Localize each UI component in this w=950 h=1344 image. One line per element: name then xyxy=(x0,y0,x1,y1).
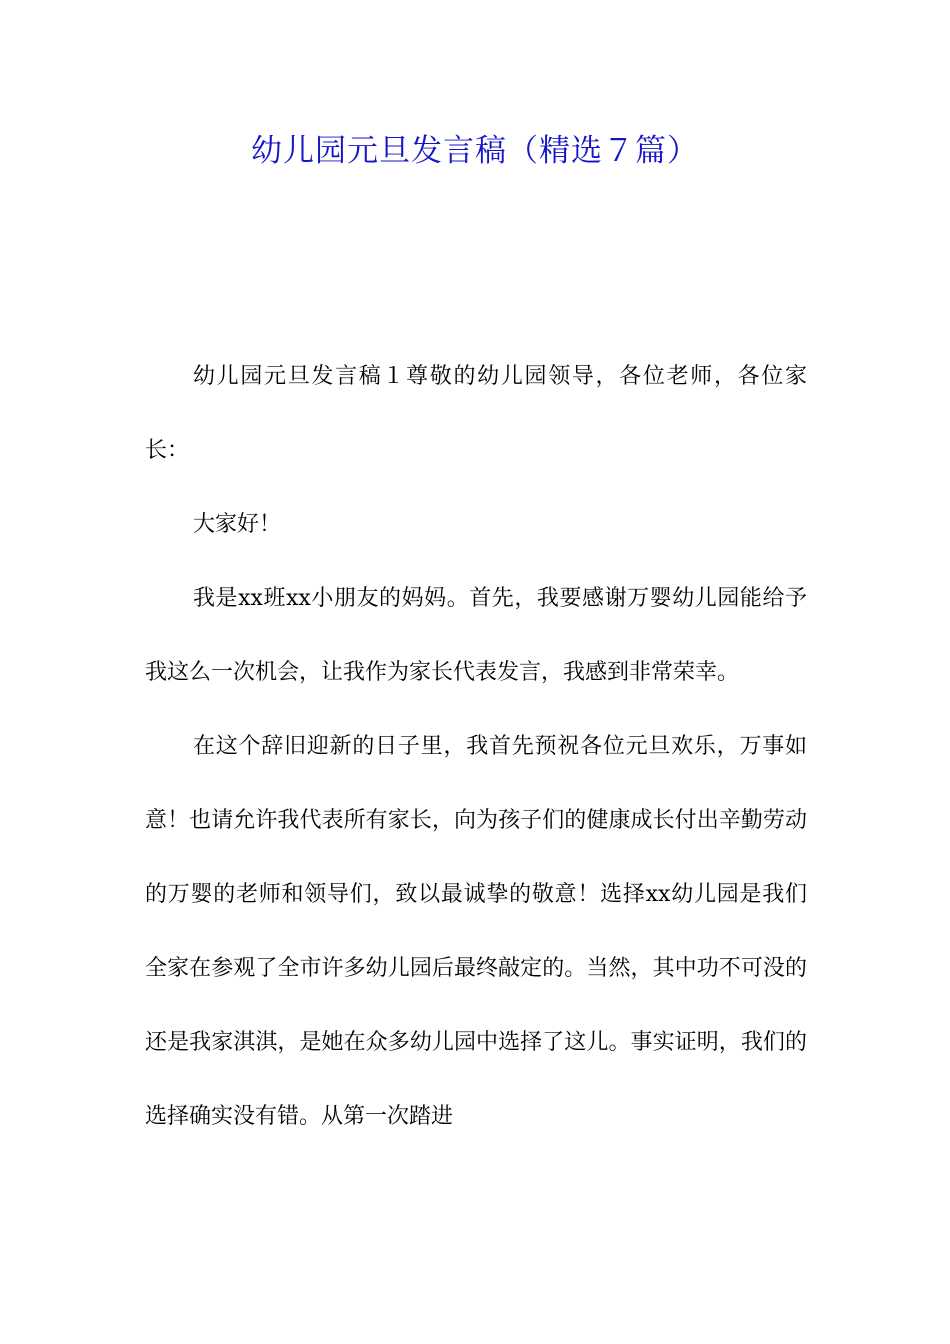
document-title: 幼儿园元旦发言稿（精选７篇） xyxy=(251,133,699,169)
paragraph-wishes: 在这个辞旧迎新的日子里，我首先预祝各位元旦欢乐，万事如意！也请允许我代表所有家长，向为孩子们的健康成长付出辛勤劳动的万婴的老师和领导们，致以最诚挚的敬意！选择xx幼儿园是我们全家在参观了全市许多幼儿园后最终敲定的。当然，其中功不可没的还是我家淇淇，是她在众多幼儿园中选择了这儿。事实证明，我们的选择确实没有错。从第一次踏进 xyxy=(145,734,807,1129)
paragraph-introduction: 我是xx班xx小朋友的妈妈。首先，我要感谢万婴幼儿园能给予我这么一次机会，让我作为家长代表发言，我感到非常荣幸。 xyxy=(145,586,807,685)
paragraph-greeting: 大家好！ xyxy=(193,512,282,537)
document-body xyxy=(145,340,807,1154)
paragraph-salutation: 幼儿园元旦发言稿１尊敬的幼儿园领导，各位老师，各位家长： xyxy=(145,364,807,463)
